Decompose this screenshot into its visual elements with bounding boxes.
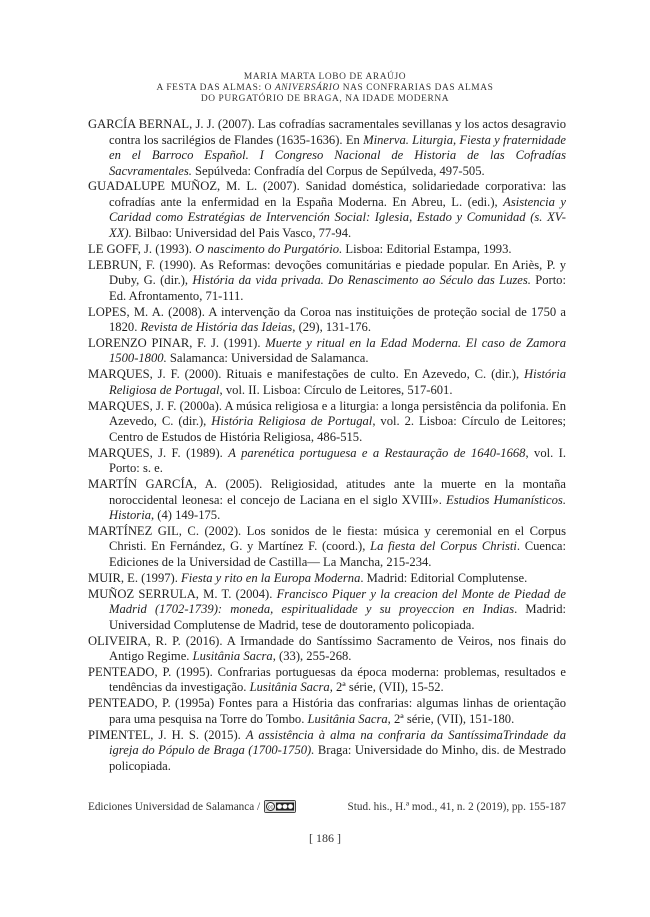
cc-license-icon[interactable]: [264, 800, 296, 813]
reference-entry: [88, 587, 566, 634]
footer-publisher: [88, 801, 296, 814]
reference-entry: [88, 242, 566, 258]
reference-entry: [88, 571, 566, 587]
reference-entry: [88, 367, 566, 398]
reference-text: MUÑOZ SERRULA, M. T. (2004).: [88, 586, 277, 601]
reference-entry: [88, 524, 566, 571]
reference-text: . Cuenca: Ediciones de la Universidad de Castilla— La Mancha, 215-234.: [109, 539, 566, 569]
reference-entry: [88, 728, 566, 775]
reference-text: PENTEADO, P. (1995a) Fontes para a História das confrarias: algumas linhas de orientação para uma pesquisa na Torre do Tombo.: [88, 696, 566, 726]
reference-text: MARQUES, J. F. (1989).: [88, 445, 229, 460]
reference-italic-text: Minerva. Liturgia, Fiesta y fraternidade en el Barroco Español. I Congreso Nacional de Historia de las Cofradías Sacvramentales.: [109, 132, 566, 178]
reference-italic-text: Asistencia y Caridad como Estratégias de Intervención Social: Iglesia, Estado y Comunidad (s. XV-XX).: [109, 194, 566, 240]
reference-italic-text: A parenética portuguesa e a Restauração de 1640-1668: [228, 445, 526, 460]
reference-italic-text: História da vida privada. Do Renascimento ao Século das Luzes.: [192, 273, 531, 288]
reference-text: GUADALUPE MUÑOZ, M. L. (2007). Sanidad doméstica, solidariedade corporativa: las cofradías ante la enfermidad en la España Moderna. En Abreu, L. (edi.),: [88, 179, 566, 209]
reference-text: MARQUES, J. F. (2000a). A música religiosa e a liturgia: a longa persistência da polifonia. En Azevedo, C. (dir.),: [88, 398, 566, 429]
reference-entry: [88, 477, 566, 524]
reference-text: LORENZO PINAR, F. J. (1991).: [88, 335, 266, 350]
reference-italic-text: Lusitânia Sacra: [307, 711, 388, 726]
reference-italic-text: Estudios Humanísticos. Historia: [109, 492, 566, 523]
reference-entry: [88, 179, 566, 241]
reference-text: LOPES, M. A. (2008). A intervenção da Coroa nas instituições de proteção social de 1750 a 1820.: [88, 304, 566, 335]
reference-italic-text: La fiesta del Corpus Christi: [370, 539, 517, 554]
reference-entry: [88, 665, 566, 696]
reference-text: , vol. I. Porto: s. e.: [109, 445, 566, 476]
header-title-line1: [0, 83, 650, 94]
running-header: [0, 72, 650, 105]
reference-italic-text: História Religiosa de Portugal: [211, 414, 373, 429]
reference-text: MARTÍNEZ GIL, C. (2002). Los sonidos de le fiesta: música y ceremonial en el Corpus Christi. En Fernández, G. y Martínez F. (coord.),: [88, 523, 566, 554]
footer-citation: Stud. his., H.ª mod., 41, n. 2 (2019), pp. 155-187: [347, 801, 566, 813]
reference-italic-text: Francisco Piquer y la creacion del Monte de Piedad de Madrid (1702-1739): moneda, espiritualidade y su proyeccion en Indias: [109, 586, 566, 617]
header-title-line2: DO PURGATÓRIO DE BRAGA, NA IDADE MODERNA: [200, 94, 450, 104]
reference-text: , 2ª série, (VII), 151-180.: [387, 711, 515, 726]
reference-text: LE GOFF, J. (1993).: [88, 241, 196, 256]
reference-entry: [88, 305, 566, 336]
reference-italic-text: História Religiosa de Portugal: [109, 367, 566, 397]
reference-entry: [88, 117, 566, 179]
reference-text: PENTEADO, P. (1995). Confrarias portuguesas da época moderna: problemas, resultados e tendências da investigação.: [88, 664, 566, 695]
reference-text: , (33), 255-268.: [272, 649, 352, 664]
reference-text: MUIR, E. (1997).: [88, 570, 182, 585]
publisher-text: Ediciones Universidad de Salamanca /: [88, 801, 261, 814]
reference-text: Porto: Ed. Afrontamento, 71-111.: [109, 273, 566, 303]
reference-text: , vol. II. Lisboa: Círculo de Leitores, 517-601.: [219, 382, 453, 397]
reference-text: , (4) 149-175.: [151, 508, 221, 523]
reference-entry: [88, 399, 566, 446]
reference-italic-text: A assistência à alma na confraria da SantíssimaTrindade da igreja do Pópulo de Braga (1700-1750).: [109, 727, 566, 758]
reference-text: LEBRUN, F. (1990). As Reformas: devoções comunitárias e piedade popular. En Ariès, P. y Duby, G. (dir.),: [88, 257, 566, 288]
reference-text: PIMENTEL, J. H. S. (2015).: [88, 727, 246, 742]
reference-italic-text: Lusitânia Sacra: [192, 649, 273, 664]
header-title-italic: ANIVERSÁRIO: [274, 83, 340, 93]
reference-italic-text: Revista de História das Ideias: [140, 320, 293, 335]
page-footer: [88, 801, 566, 817]
reference-text: . Madrid: Editorial Complutense.: [360, 570, 528, 585]
reference-text: Salamanca: Universidad de Salamanca.: [166, 351, 369, 366]
reference-text: , (29), 131-176.: [292, 320, 371, 335]
reference-text: Braga: Universidade do Minho, dis. de Mestrado policopiada.: [109, 743, 566, 773]
reference-text: . Madrid: Universidad Complutense de Madrid, tese de doutoramento policopiada.: [109, 602, 566, 632]
reference-text: OLIVEIRA, R. P. (2016). A Irmandade do Santíssimo Sacramento de Veiros, nos finais do Antigo Regime.: [88, 633, 566, 664]
reference-entry: [88, 446, 566, 477]
header-title-part1: A FESTA DAS ALMAS: O: [156, 83, 275, 93]
reference-text: MARTÍN GARCÍA, A. (2005). Religiosidad, atitudes ante la muerte en la montaña noroccidental leonesa: el concejo de Laciana en el siglo XVIII».: [88, 477, 566, 507]
svg-text:cc: cc: [268, 804, 274, 811]
reference-text: GARCÍA BERNAL, J. J. (2007). Las cofradías sacramentales sevillanas y los actos desagravio contra los sacrilégios de Flandes (1635-1636). En: [88, 117, 566, 147]
reference-text: MARQUES, J. F. (2000). Rituais e manifestações de culto. En Azevedo, C. (dir.),: [88, 367, 524, 382]
reference-italic-text: O nascimento do Purgatório.: [195, 241, 343, 256]
reference-text: , vol. 2. Lisboa: Círculo de Leitores; Centro de Estudos de História Religiosa, 486-515.: [109, 414, 566, 444]
reference-entry: [88, 336, 566, 367]
reference-text: Bilbao: Universidad del Pais Vasco, 77-94.: [131, 225, 352, 240]
header-author: MARIA MARTA LOBO DE ARAÚJO: [243, 72, 407, 82]
reference-italic-text: Lusitânia Sacra,: [249, 680, 333, 695]
reference-list: [88, 117, 566, 775]
reference-text: 2ª série, (VII), 15-52.: [332, 680, 444, 695]
reference-entry: [88, 258, 566, 305]
header-title-part2: NAS CONFRARIAS DAS ALMAS: [339, 83, 494, 93]
reference-italic-text: Muerte y ritual en la Edad Moderna. El caso de Zamora 1500-1800.: [109, 335, 566, 366]
page-number: [ 186 ]: [309, 831, 341, 845]
reference-text: Sepúlveda: Confradía del Corpus de Sepúlveda, 497-505.: [191, 163, 485, 178]
reference-entry: [88, 696, 566, 727]
reference-italic-text: Fiesta y rito en la Europa Moderna: [181, 570, 361, 585]
reference-entry: [88, 634, 566, 665]
reference-text: Lisboa: Editorial Estampa, 1993.: [342, 241, 512, 256]
